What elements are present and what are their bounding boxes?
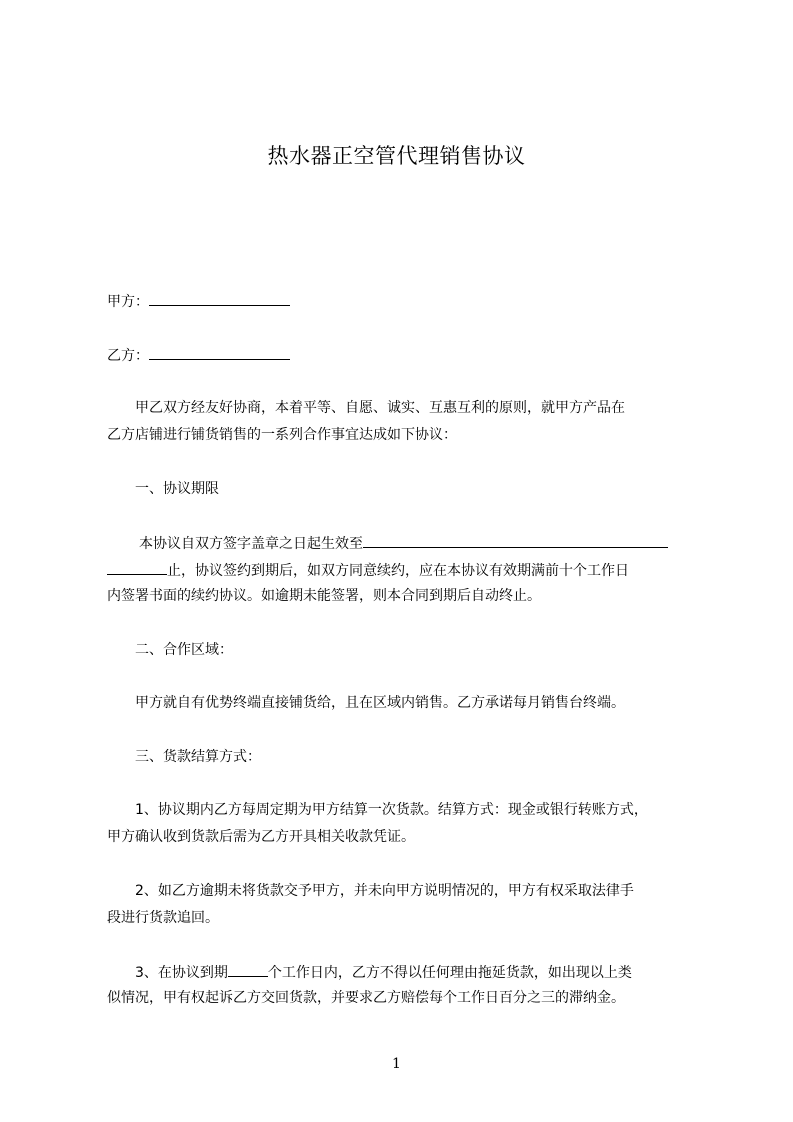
renewal-text: 止，协议签约到期后，如双方同意续约，应在本协议有效期满前十个工作日	[167, 563, 629, 579]
term-end-blank	[363, 532, 668, 548]
section1-line-1	[107, 532, 735, 554]
item2-line-1: 2、如乙方逾期未将货款交予甲方，并未向甲方说明情况的，甲方有权采取法律手	[135, 883, 634, 899]
page-number: 1	[392, 1056, 401, 1072]
party-b-line	[107, 344, 703, 366]
days-blank	[228, 961, 268, 977]
intro-line-1: 甲乙双方经友好协商，本着平等、自愿、诚实、互惠互利的原则，就甲方产品在	[135, 400, 625, 416]
party-b-label: 乙方：	[107, 348, 149, 364]
party-a-blank	[149, 290, 290, 306]
section1-line-3: 内签署书面的续约协议。如逾期未能签署，则本合同到期后自动终止。	[107, 588, 541, 604]
section1-heading: 一、协议期限	[135, 481, 219, 497]
intro-line-2: 乙方店铺进行铺货销售的一系列合作事宜达成如下协议：	[107, 427, 457, 443]
party-a-label: 甲方：	[107, 294, 149, 310]
item1-line-2: 甲方确认收到货款后需为乙方开具相关收款凭证。	[107, 829, 415, 845]
party-a-line	[107, 290, 703, 312]
term-text: 本协议自双方签字盖章之日起生效至	[139, 536, 363, 552]
term-end-blank-cont	[107, 559, 167, 575]
item3-text-a: 3、在协议到期	[135, 965, 228, 981]
section2-heading: 二、合作区域：	[135, 642, 233, 658]
section3-heading: 三、货款结算方式：	[135, 749, 261, 765]
item1-line-1: 1、协议期内乙方每周定期为甲方结算一次货款。结算方式：现金或银行转账方式，	[135, 802, 648, 818]
party-b-blank	[149, 344, 290, 360]
document-title: 热水器正空管代理销售协议	[267, 144, 526, 168]
item3-line-2: 似情况，甲有权起诉乙方交回货款，并要求乙方赔偿每个工作日百分之三的滞纳金。	[107, 990, 625, 1006]
section2-line-1: 甲方就自有优势终端直接铺货给，且在区域内销售。乙方承诺每月销售台终端。	[135, 695, 625, 711]
item2-line-2: 段进行货款追回。	[107, 910, 219, 926]
item3-text-b: 个工作日内，乙方不得以任何理由拖延货款，如出现以上类	[267, 965, 632, 981]
section1-line-2	[107, 559, 703, 581]
item3-line-1	[107, 961, 731, 983]
